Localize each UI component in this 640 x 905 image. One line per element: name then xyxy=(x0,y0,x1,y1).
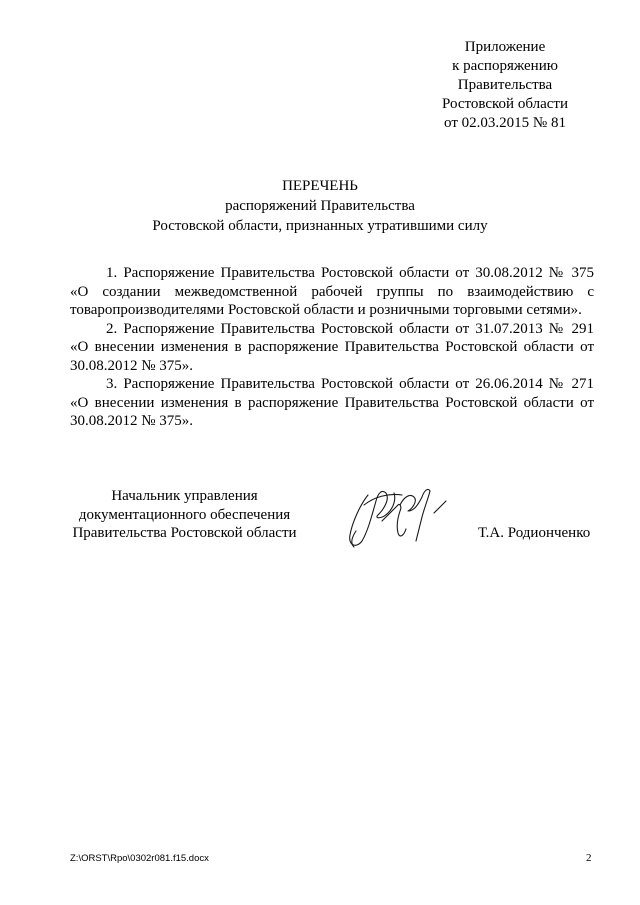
document-title xyxy=(0,176,640,236)
list-item: 2. Распоряжение Правительства Ростовской области от 31.07.2013 № 291 «О внесении изменения в распоряжение Правительства Ростовской области от 30.08.2012 № 375». xyxy=(70,320,594,374)
signatory-name: Т.А. Родионченко xyxy=(478,525,591,541)
position-line: документационного обеспечения xyxy=(78,506,291,523)
position-line: Начальник управления xyxy=(111,488,258,504)
page-number: 2 xyxy=(586,852,592,864)
appendix-line: Ростовской области xyxy=(442,96,568,112)
signature-block xyxy=(0,487,640,567)
appendix-line: к распоряжению xyxy=(452,58,558,74)
title-line: Ростовской области, признанных утратившими силу xyxy=(152,218,488,234)
title-heading: ПЕРЕЧЕНЬ xyxy=(282,178,358,194)
position-line: Правительства Ростовской области xyxy=(72,525,297,541)
handwritten-signature xyxy=(338,475,458,557)
appendix-line: Приложение xyxy=(464,39,546,55)
signatory-position xyxy=(62,487,307,543)
list-item: 1. Распоряжение Правительства Ростовской области от 30.08.2012 № 375 «О создании межведомственной рабочей группы по взаимодействию с товаропроизводителями Ростовской области и розничными торговыми сетями». xyxy=(70,265,594,318)
appendix-line: Правительства xyxy=(457,77,553,93)
appendix-header xyxy=(420,38,590,133)
document-body xyxy=(70,264,594,431)
title-line: распоряжений Правительства xyxy=(225,198,415,214)
list-item: 3. Распоряжение Правительства Ростовской области от 26.06.2014 № 271 «О внесении изменения в распоряжение Правительства Ростовской области от 30.08.2012 № 375». xyxy=(70,376,594,429)
appendix-line: от 02.03.2015 № 81 xyxy=(444,115,566,131)
footer-file-path: Z:\ORST\Rpo\0302r081.f15.docx xyxy=(70,853,209,864)
